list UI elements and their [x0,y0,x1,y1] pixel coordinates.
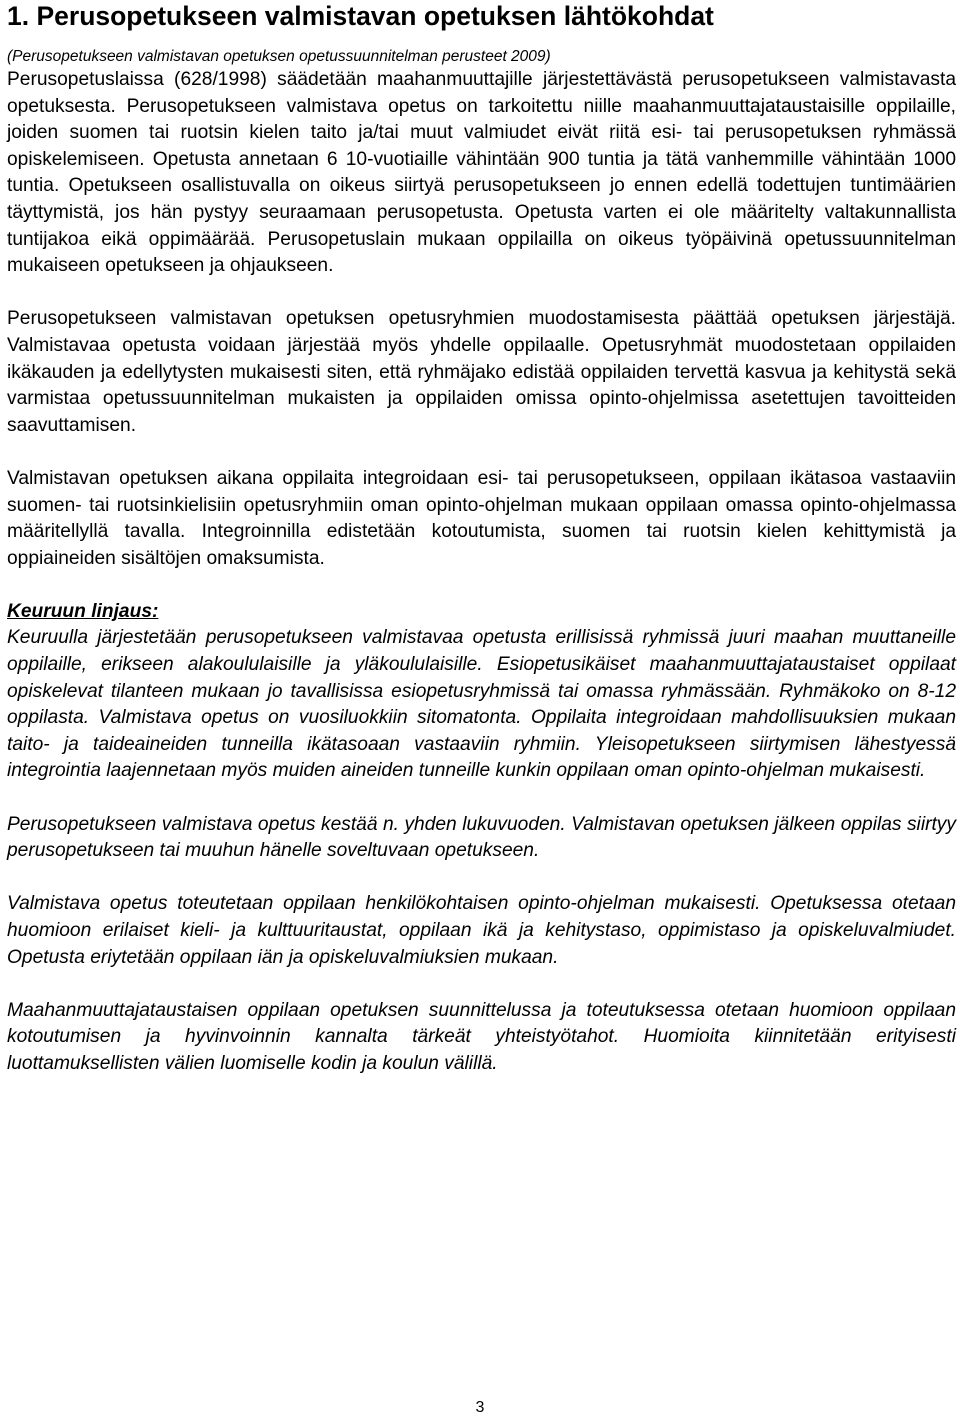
policy-paragraph-2: Perusopetukseen valmistava opetus kestää n. yhden lukuvuoden. Valmistavan opetuksen jälkeen oppilas siirtyy perusopetukseen tai muuhun hänelle soveltuvaan opetukseen. [7,813,956,862]
page-number: 3 [475,1399,485,1416]
page-title: 1. Perusopetukseen valmistavan opetuksen lähtökohdat [7,1,714,31]
policy-paragraph-1: Keuruulla järjestetään perusopetukseen valmistavaa opetusta erillisissä ryhmissä juuri maahan muuttaneille oppilaille, erikseen alakoululaisille ja yläkoululaisille. Esiopetusikäiset maahanmuuttajataustaiset oppilaat opiskelevat tilanteen mukaan jo tavallisissa esiopetusryhmissä tai omassa ryhmässään. Ryhmäkoko on 8-12 oppilasta. Valmistava opetus on vuosiluokkiin sitomatonta. Oppilaita integroidaan mahdollisuuksien mukaan taito- ja taideaineiden tunneilla ikätasoaan vastaaviin ryhmiin. Yleisopetukseen siirtymisen lähestyessä integrointia laajennetaan myös muiden aineiden tunneille kunkin oppilaan oman opinto-ohjelman mukaisesti. [7,627,956,782]
policy-heading: Keuruun linjaus: [7,600,159,622]
paragraph-2: Perusopetukseen valmistavan opetuksen opetusryhmien muodostamisesta päättää opetuksen järjestäjä. Valmistavaa opetusta voidaan järjestää myös yhdelle oppilaalle. Opetusryhmät muodostetaan oppilaiden ikäkauden ja edellytysten mukaisesti siten, että ryhmäjako edistää oppilaiden tervettä kasvua ja kehitystä sekä varmistaa opetussuunnitelman mukaisten ja oppilaiden omissa opinto-ohjelmissa asetettujen tavoitteiden saavuttamisen. [7,308,956,436]
policy-paragraph-3: Valmistava opetus toteutetaan oppilaan henkilökohtaisen opinto-ohjelman mukaisesti. Opetuksessa otetaan huomioon erilaiset kieli- ja kulttuuritaustat, oppilaan ikä ja kehitystaso, oppimistaso ja opiskeluvalmiudet. Opetusta eriytetään oppilaan iän ja opiskeluvalmiuksien mukaan. [7,893,956,968]
policy-paragraph-4: Maahanmuuttajataustaisen oppilaan opetuksen suunnittelussa ja toteutuksessa otetaan huomioon oppilaan kotoutumisen ja hyvinvoinnin kannalta tärkeät yhteistyötahot. Huomioita kiinnitetään erityisesti luottamuksellisten välien luomiselle kodin ja koulun välillä. [7,999,956,1074]
source-note: (Perusopetukseen valmistavan opetuksen opetussuunnitelman perusteet 2009) [7,48,551,65]
paragraph-3: Valmistavan opetuksen aikana oppilaita integroidaan esi- tai perusopetukseen, oppilaan ikätasoa vastaaviin suomen- tai ruotsinkielisiin opetusryhmiin oman opinto-ohjelman mukaan oppilaan omassa opinto-ohjelmassa määritellyllä tavalla. Integroinnilla edistetään kotoutumista, suomen tai ruotsin kielen kehittymistä ja oppiaineiden sisältöjen omaksumista. [7,467,956,569]
document-page [7,0,956,1078]
paragraph-1: Perusopetuslaissa (628/1998) säädetään maahanmuuttajille järjestettävästä perusopetukseen valmistavasta opetuksesta. Perusopetukseen valmistava opetus on tarkoitettu niille maahanmuuttajataustaisille oppilaille, joiden suomen tai ruotsin kielen taito ja/tai muut valmiudet eivät riitä esi- tai perusopetuksen ryhmässä opiskelemiseen. Opetusta annetaan 6 10-vuotiaille vähintään 900 tuntia ja tätä vanhemmille vähintään 1000 tuntia. Opetukseen osallistuvalla on oikeus siirtyä perusopetukseen jo ennen edellä todettujen tuntimäärien täyttymistä, jos hän pystyy seuraamaan perusopetusta. Opetusta varten ei ole määritelty valtakunnallista tuntijakoa eikä oppimäärää. Perusopetuslain mukaan oppilailla on oikeus työpäivinä opetussuunnitelman mukaiseen opetukseen ja ohjaukseen. [7,69,956,277]
